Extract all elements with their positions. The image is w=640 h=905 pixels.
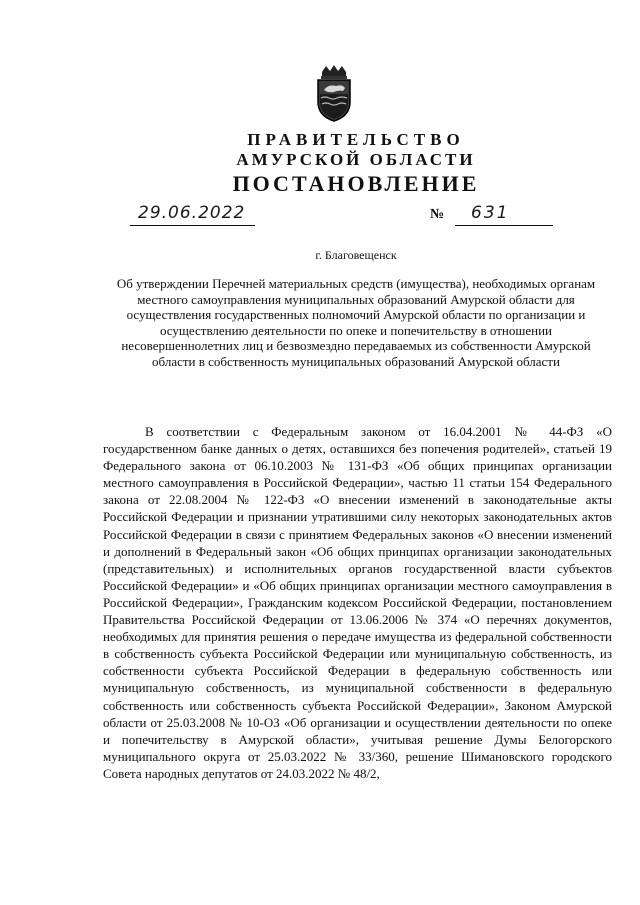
document-type-heading: ПОСТАНОВЛЕНИЕ bbox=[232, 171, 480, 196]
coat-of-arms-icon bbox=[312, 64, 356, 122]
number-value: 631 bbox=[471, 203, 510, 223]
date-field bbox=[130, 205, 255, 226]
document-body: В соответствии с Федеральным законом от 16.04.2001 № 44-ФЗ «О государственном банке данных о детях, оставшихся без попечения родителей», статьей 19 Федерального закона от 06.10.2003 № 131-ФЗ «Об общих принципах организации местного самоуправления в Российской Федерации», частью 11 статьи 154 Федерального закона от 22.08.2004 № 122-ФЗ «О внесении изменений в законодательные акты Российской Федерации и признании утратившими силу некоторых законодательных актов Российской Федерации в связи с принятием Федеральных законов «О внесении изменений и дополнений в Федеральный закон «Об общих принципах организации законодательных (представительных) и исполнительных органов государственной власти субъектов Российской Федерации» и «Об общих принципах организации местного самоуправления в Российской Федерации», Гражданским кодексом Российской Федерации, постановлением Правительства Российской Федерации от 13.06.2006 № 374 «О перечнях документов, необходимых для принятия решения о передаче имущества из федеральной собственности в собственность субъекта Российской Федерации или муниципальную собственность, из собственности субъекта Российской Федерации в федеральную собственность или муниципальную собственность, из муниципальной собственности в федеральную собственность или собственность субъекта Российской Федерации», Законом Амурской области от 25.03.2008 № 10-ОЗ «Об организации и осуществлении деятельности по опеке и попечительству в Амурской области», учитывая решение Думы Белогорского муниципального округа от 25.03.2022 № 33/360, решение Шимановского городского Совета народных депутатов от 24.03.2022 № 48/2, bbox=[103, 424, 612, 781]
document-subject: Об утверждении Перечней материальных средств (имущества), необходимых органам местного самоуправления муниципальных образований Амурской области для осуществления государственных полномочий Амурской области по организации и осуществлению деятельности по опеке и попечительству в отношении несовершеннолетних лиц и безвозмездно передаваемых из собственности Амурской области в собственность муниципальных образований Амурской области bbox=[116, 276, 596, 369]
date-value: 29.06.2022 bbox=[138, 203, 246, 223]
number-sign: № bbox=[430, 207, 445, 222]
city-label: г. Благовещенск bbox=[315, 248, 397, 262]
government-title-line1: ПРАВИТЕЛЬСТВО bbox=[247, 130, 465, 149]
coat-of-arms-graphic bbox=[312, 64, 356, 122]
government-title-line2: АМУРСКОЙ ОБЛАСТИ bbox=[236, 150, 476, 169]
number-field bbox=[455, 205, 553, 226]
